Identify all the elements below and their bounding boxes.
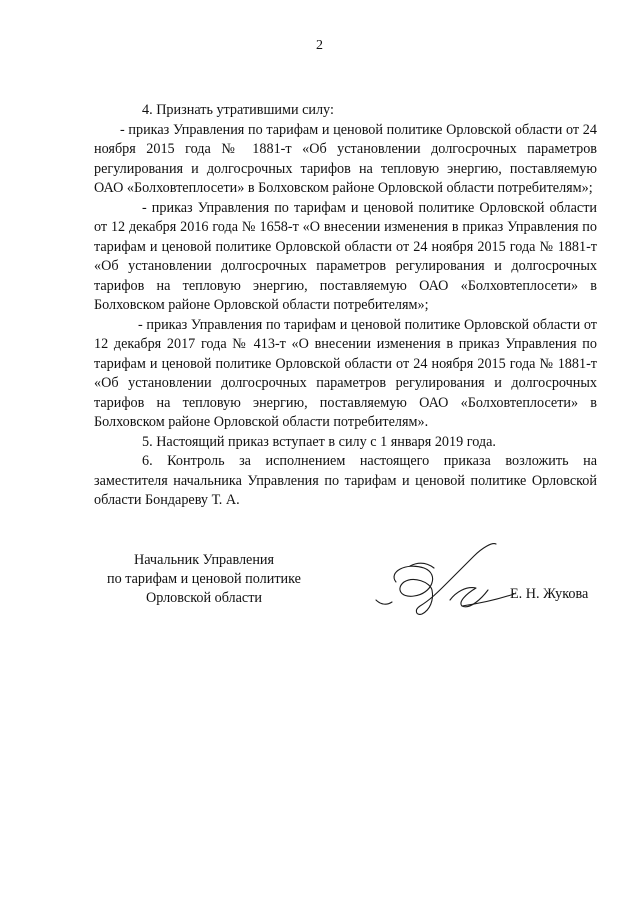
handwritten-signature [366,532,526,622]
page-number: 2 [316,38,323,53]
paragraph-repeal-order-1658: - приказ Управления по тарифам и ценовой политике Орловской области от 12 декабря 2016 года № 1658-т «О внесении изменения в приказ Управления по тарифам и ценовой политике Орловской области от 24 ноября 2015 года № 1881-т «Об установлении долгосрочных параметров регулирования и долгосрочных тарифов на тепловую энергию, поставляемую ОАО «Болховтеплосети» в Болховском районе Орловской области потребителям»; [94,199,597,313]
paragraph-repeal-order-1881: - приказ Управления по тарифам и ценовой политике Орловской области от 24 ноября 2015 года № 1881-т «Об установлении долгосрочных параметров регулирования и долгосрочных тарифов на тепловую энергию, поставляемую ОАО «Болховтеплосети» в Болховском районе Орловской области потребителям»; [94,121,597,196]
paragraph-repeal-order-413: - приказ Управления по тарифам и ценовой политике Орловской области от 12 декабря 2017 года № 413-т «О внесении изменения в приказ Управления по тарифам и ценовой политике Орловской области от 24 ноября 2015 года № 1881-т «Об установлении долгосрочных параметров регулирования и долгосрочных тарифов на тепловую энергию, поставляемую ОАО «Болховтеплосети» в Болховском районе Орловской области потребителям». [94,316,597,430]
paragraph-item-5: 5. Настоящий приказ вступает в силу с 1 января 2019 года. [142,433,496,450]
signatory-position-line: по тарифам и ценовой политике [107,571,301,587]
paragraph-item-4: 4. Признать утратившими силу: [142,102,334,118]
signatory-position-line: Начальник Управления [133,552,275,568]
signatory-position-line: Орловской области [145,590,263,606]
signatory-position [94,551,314,608]
paragraph-item-6: 6. Контроль за исполнением настоящего приказа возложить на заместителя начальника Управления по тарифам и ценовой политике Орловской области Бондареву Т. А. [94,453,597,508]
document-body [94,101,597,511]
signatory-name: Е. Н. Жукова [510,586,589,602]
